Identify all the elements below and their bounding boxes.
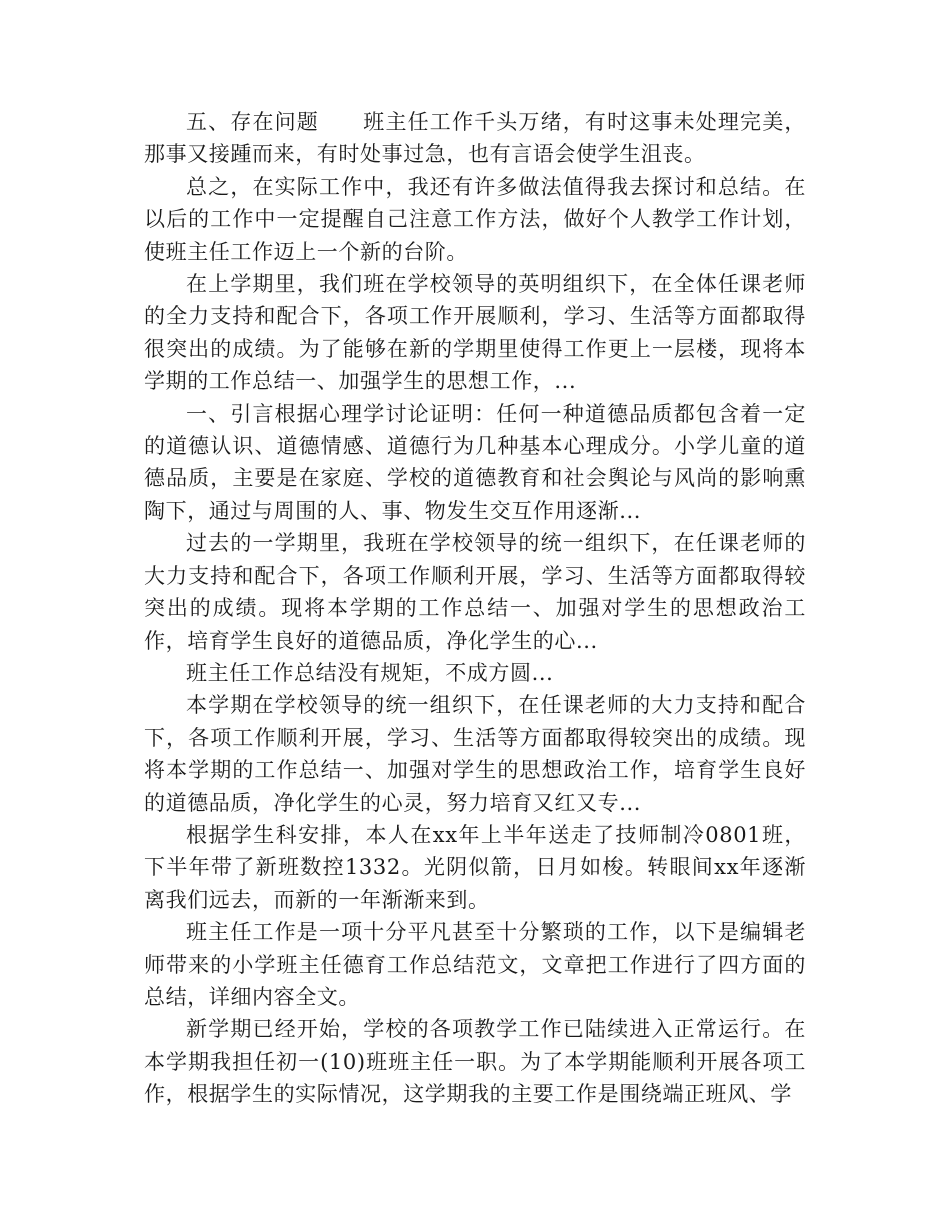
- paragraph: 新学期已经开始，学校的各项教学工作已陆续进入正常运行。在本学期我担任初一(10)班班主任一职。为了本学期能顺利开展各项工作，根据学生的实际情况，这学期我的主要工作是围绕端正班风、学: [144, 1017, 806, 1107]
- paragraph: 本学期在学校领导的统一组织下，在任课老师的大力支持和配合下，各项工作顺利开展，学习、生活等方面都取得较突出的成绩。现将本学期的工作总结一、加强对学生的思想政治工作，培育学生良好的道德品质，净化学生的心灵，努力培育又红又专...: [144, 693, 806, 815]
- document-body: [144, 106, 806, 1111]
- paragraph: 总之，在实际工作中，我还有许多做法值得我去探讨和总结。在以后的工作中一定提醒自己注意工作方法，做好个人教学工作计划，使班主任工作迈上一个新的台阶。: [144, 174, 806, 264]
- paragraph: 班主任工作是一项十分平凡甚至十分繁琐的工作，以下是编辑老师带来的小学班主任德育工作总结范文，文章把工作进行了四方面的总结，详细内容全文。: [144, 920, 806, 1009]
- paragraph: 一、引言根据心理学讨论证明：任何一种道德品质都包含着一定的道德认识、道德情感、道德行为几种基本心理成分。小学儿童的道德品质，主要是在家庭、学校的道德教育和社会舆论与风尚的影响熏陶下，通过与周围的人、事、物发生交互作用逐渐...: [144, 401, 806, 523]
- paragraph: 在上学期里，我们班在学校领导的英明组织下，在全体任课老师的全力支持和配合下，各项工作开展顺利，学习、生活等方面都取得很突出的成绩。为了能够在新的学期里使得工作更上一层楼，现将本学期的工作总结一、加强学生的思想工作，...: [144, 272, 806, 394]
- paragraph: 过去的一学期里，我班在学校领导的统一组织下，在任课老师的大力支持和配合下，各项工作顺利开展，学习、生活等方面都取得较突出的成绩。现将本学期的工作总结一、加强对学生的思想政治工作，培育学生良好的道德品质，净化学生的心...: [144, 531, 806, 653]
- paragraph: 班主任工作总结没有规矩，不成方圆...: [186, 660, 554, 685]
- paragraph: 根据学生科安排，本人在xx年上半年送走了技师制冷0801班，下半年带了新班数控1332。光阴似箭，日月如梭。转眼间xx年逐渐离我们远去，而新的一年渐渐来到。: [144, 822, 806, 912]
- paragraph: 五、存在问题 班主任工作千头万绪，有时这事未处理完美，那事又接踵而来，有时处事过急，也有言语会使学生沮丧。: [144, 110, 806, 167]
